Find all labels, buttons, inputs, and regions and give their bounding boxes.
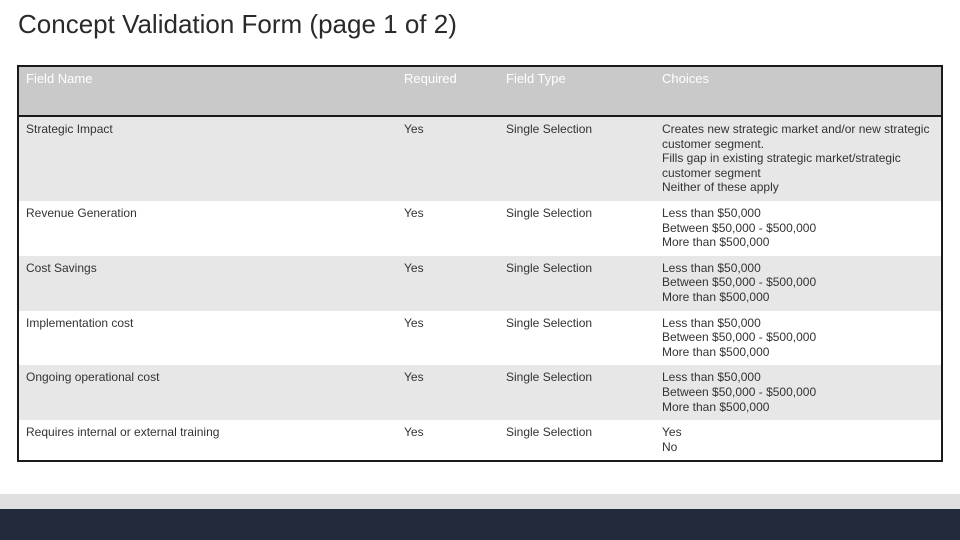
page-title: Concept Validation Form (page 1 of 2) [18, 9, 457, 39]
table-row [19, 116, 941, 201]
choice-item: More than $500,000 [662, 344, 770, 359]
table-header-row [19, 66, 941, 116]
choice-item: Between $50,000 - $500,000 [662, 384, 817, 399]
choice-item: Between $50,000 - $500,000 [662, 330, 817, 345]
choices-cell [662, 365, 941, 420]
field-name-cell: Revenue Generation [26, 205, 137, 220]
field-name-cell: Ongoing operational cost [26, 370, 160, 385]
table-row [19, 420, 941, 460]
header-choices: Choices [662, 71, 709, 86]
field-type-cell: Single Selection [506, 425, 593, 440]
choice-item: No [662, 439, 678, 454]
required-cell: Yes [404, 260, 424, 275]
field-name-cell: Cost Savings [26, 260, 97, 275]
field-type-cell: Single Selection [506, 370, 593, 385]
field-type-cell: Single Selection [506, 260, 593, 275]
choices-cell [662, 420, 941, 460]
field-name-cell: Strategic Impact [26, 122, 113, 136]
choice-item: Less than $50,000 [662, 205, 761, 220]
field-type-cell: Single Selection [506, 315, 593, 330]
validation-table [19, 65, 941, 460]
choice-item: More than $500,000 [662, 399, 770, 414]
choice-item: Between $50,000 - $500,000 [662, 275, 817, 290]
field-type-cell: Single Selection [506, 205, 593, 220]
choice-item: More than $500,000 [662, 289, 770, 304]
required-cell: Yes [404, 205, 424, 220]
choice-item: Yes [662, 425, 682, 440]
header-field-name: Field Name [26, 71, 93, 86]
choice-item: Less than $50,000 [662, 370, 761, 385]
field-type-cell: Single Selection [506, 122, 593, 136]
field-name-cell: Implementation cost [26, 315, 134, 330]
choice-item: Fills gap in existing strategic market/strategic customer segment [662, 151, 901, 180]
header-required: Required [404, 71, 457, 86]
table-row [19, 201, 941, 256]
footer-band-light [0, 494, 960, 509]
choice-item: Between $50,000 - $500,000 [662, 220, 817, 235]
required-cell: Yes [404, 122, 424, 136]
choices-cell [662, 256, 941, 311]
table-row [19, 365, 941, 420]
required-cell: Yes [404, 370, 424, 385]
header-field-type: Field Type [506, 71, 566, 86]
choice-item: Less than $50,000 [662, 260, 761, 275]
choices-cell [662, 116, 941, 201]
choices-cell [662, 201, 941, 256]
table-row [19, 311, 941, 366]
choices-cell [662, 311, 941, 366]
required-cell: Yes [404, 425, 424, 440]
choice-item: More than $500,000 [662, 235, 770, 250]
validation-table-frame [17, 65, 943, 462]
footer-band-dark [0, 509, 960, 540]
choice-item: Neither of these apply [662, 180, 779, 195]
field-name-cell: Requires internal or external training [26, 425, 220, 440]
table-row [19, 256, 941, 311]
choice-item: Less than $50,000 [662, 315, 761, 330]
choice-item: Creates new strategic market and/or new strategic customer segment. [662, 122, 930, 151]
required-cell: Yes [404, 315, 424, 330]
